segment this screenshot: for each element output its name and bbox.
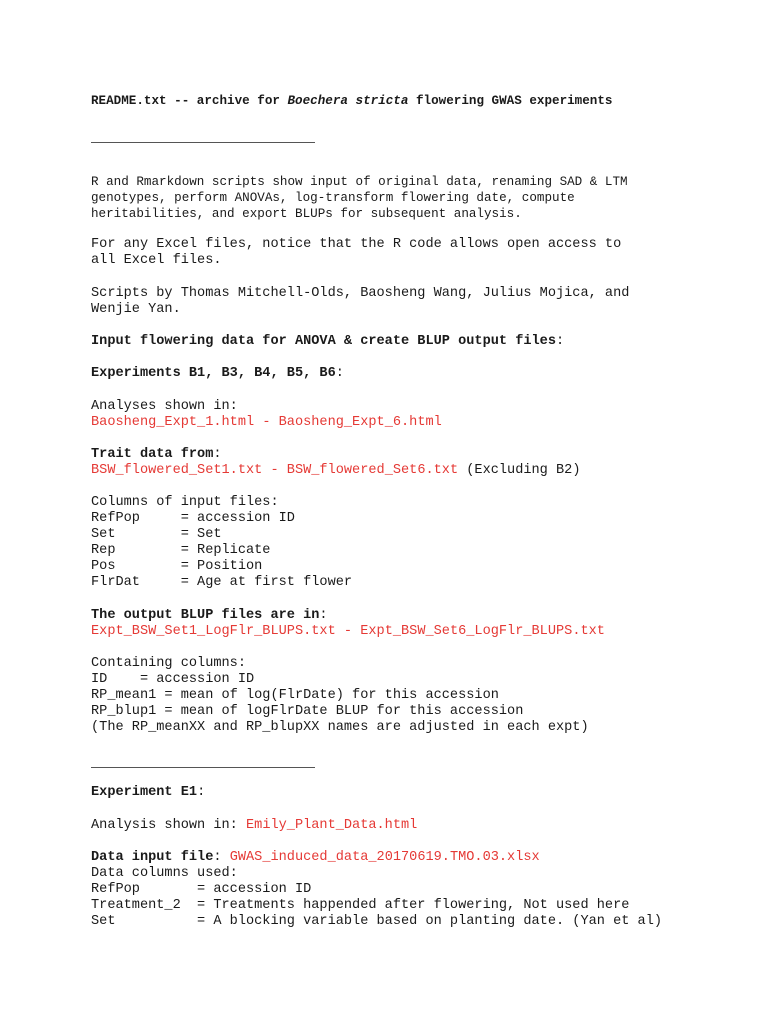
trait-links: BSW_flowered_Set1.txt - BSW_flowered_Set6.txt (Excluding B2) [91, 463, 581, 478]
experiment-e1-heading: Experiment E1: [91, 785, 206, 800]
intro-line: genotypes, perform ANOVAs, log-transform flowering date, compute [91, 191, 575, 205]
trait-heading: Trait data from: [91, 447, 222, 462]
column-row: Set = Set [91, 527, 222, 542]
trait-link-last[interactable]: BSW_flowered_Set6.txt [286, 463, 459, 478]
output-heading: The output BLUP files are in: [91, 608, 328, 623]
column-row: Pos = Position [91, 559, 263, 574]
document-title: README.txt -- archive for Boechera stricta flowering GWAS experiments [91, 94, 613, 108]
containing-row: ID = accession ID [91, 672, 255, 687]
columns-label: Columns of input files: [91, 495, 279, 510]
e1-column-row: Treatment_2 = Treatments happended after flowering, Not used here [91, 898, 630, 913]
analyses-label: Analyses shown in: [91, 399, 238, 414]
analyses-links: Baosheng_Expt_1.html - Baosheng_Expt_6.html [91, 415, 442, 430]
containing-row: RP_mean1 = mean of log(FlrDate) for this accession [91, 688, 499, 703]
intro-line: heritabilities, and export BLUPs for subsequent analysis. [91, 207, 522, 221]
e1-analysis-line: Analysis shown in: Emily_Plant_Data.html [91, 818, 418, 833]
intro-line: R and Rmarkdown scripts show input of original data, renaming SAD & LTM [91, 175, 628, 189]
experiments-heading: Experiments B1, B3, B4, B5, B6: [91, 366, 344, 381]
section-heading-input: Input flowering data for ANOVA & create BLUP output files: [91, 334, 565, 349]
excel-note-line: For any Excel files, notice that the R code allows open access to [91, 237, 622, 252]
output-link-last[interactable]: Expt_BSW_Set6_LogFlr_BLUPS.txt [360, 624, 605, 639]
e1-analysis-link[interactable]: Emily_Plant_Data.html [246, 818, 418, 833]
column-row: FlrDat = Age at first flower [91, 575, 353, 590]
separator-rule [91, 142, 315, 143]
column-row: Rep = Replicate [91, 543, 271, 558]
trait-link-first[interactable]: BSW_flowered_Set1.txt [91, 463, 263, 478]
output-links: Expt_BSW_Set1_LogFlr_BLUPS.txt - Expt_BSW_Set6_LogFlr_BLUPS.txt [91, 624, 605, 639]
e1-columns-label: Data columns used: [91, 866, 238, 881]
excel-note-line: all Excel files. [91, 253, 222, 268]
column-row: RefPop = accession ID [91, 511, 295, 526]
containing-row: (The RP_meanXX and RP_blupXX names are adjusted in each expt) [91, 720, 589, 735]
species-name: Boechera stricta [287, 94, 409, 108]
e1-input-line: Data input file: GWAS_induced_data_20170619.TMO.03.xlsx [91, 850, 540, 865]
authors-line: Scripts by Thomas Mitchell-Olds, Baosheng Wang, Julius Mojica, and [91, 286, 630, 301]
separator-rule [91, 767, 315, 768]
e1-column-row: Set = A blocking variable based on planting date. (Yan et al) [91, 914, 663, 929]
authors-line: Wenjie Yan. [91, 302, 181, 317]
containing-label: Containing columns: [91, 656, 246, 671]
output-link-first[interactable]: Expt_BSW_Set1_LogFlr_BLUPS.txt [91, 624, 336, 639]
analyses-link-first[interactable]: Baosheng_Expt_1.html [91, 415, 255, 430]
analyses-link-last[interactable]: Baosheng_Expt_6.html [278, 415, 442, 430]
e1-input-link[interactable]: GWAS_induced_data_20170619.TMO.03.xlsx [229, 850, 540, 865]
trait-note: (Excluding B2) [458, 463, 581, 478]
containing-row: RP_blup1 = mean of logFlrDate BLUP for this accession [91, 704, 524, 719]
e1-column-row: RefPop = accession ID [91, 882, 312, 897]
